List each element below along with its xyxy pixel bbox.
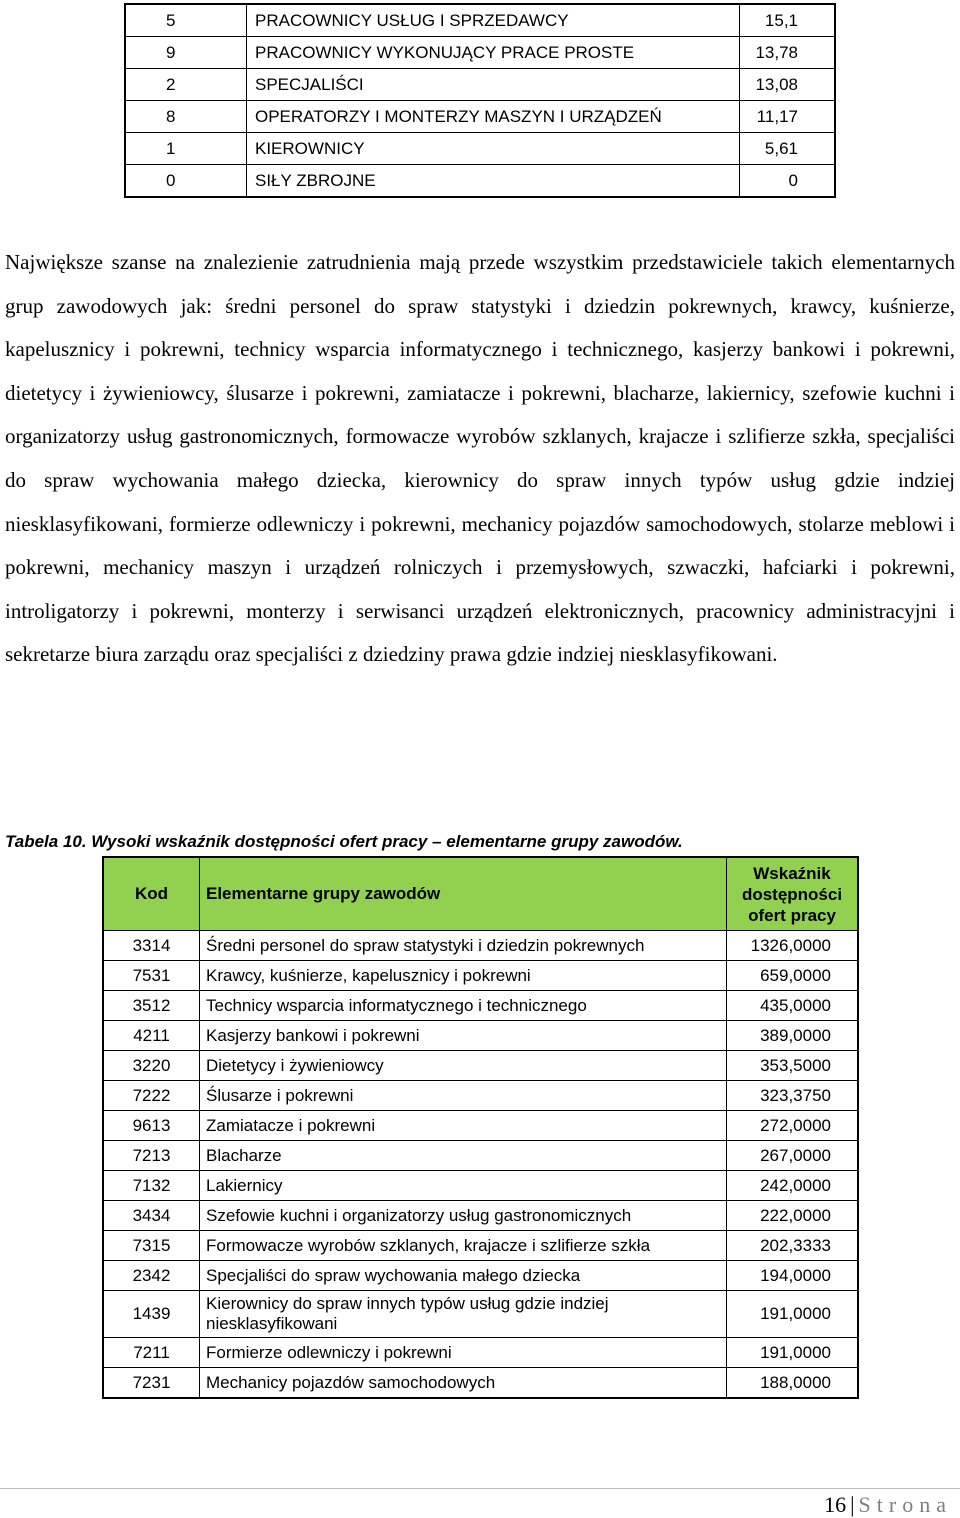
availability-index: 267,0000: [727, 1141, 859, 1171]
occupation-code: 3512: [103, 991, 200, 1021]
occupation-code: 3434: [103, 1201, 200, 1231]
group-value: 13,78: [740, 37, 836, 69]
group-number: 0: [125, 165, 247, 198]
table-row: [103, 991, 858, 1021]
group-number: 2: [125, 69, 247, 101]
page-number: 16: [824, 1492, 847, 1517]
occupation-name: Kasjerzy bankowi i pokrewni: [200, 1021, 727, 1051]
availability-index: 323,3750: [727, 1081, 859, 1111]
group-name: SPECJALIŚCI: [247, 69, 740, 101]
group-name: PRACOWNICY WYKONUJĄCY PRACE PROSTE: [247, 37, 740, 69]
availability-index: 435,0000: [727, 991, 859, 1021]
occupation-name: Blacharze: [200, 1141, 727, 1171]
header-value-line: Wskaźnik: [753, 863, 831, 883]
header-value-line: ofert pracy: [748, 905, 836, 925]
occupation-code: 1439: [103, 1291, 200, 1338]
availability-index: 202,3333: [727, 1231, 859, 1261]
occupation-code: 7213: [103, 1141, 200, 1171]
occupation-code: 7231: [103, 1368, 200, 1399]
occupation-name: Formowacze wyrobów szklanych, krajacze i szlifierze szkła: [200, 1231, 727, 1261]
table-row: [125, 37, 835, 69]
footer-separator: |: [850, 1492, 855, 1517]
availability-index: 222,0000: [727, 1201, 859, 1231]
occupation-code: 7132: [103, 1171, 200, 1201]
page-label: Strona: [858, 1492, 952, 1517]
header-occupation-name: Elementarne grupy zawodów: [200, 857, 727, 931]
occupation-code: 3220: [103, 1051, 200, 1081]
table-row: [103, 1231, 858, 1261]
group-name: SIŁY ZBROJNE: [247, 165, 740, 198]
table-row: [125, 69, 835, 101]
occupation-name: Dietetycy i żywieniowcy: [200, 1051, 727, 1081]
occupation-code: 7211: [103, 1338, 200, 1368]
table-caption: Tabela 10. Wysoki wskaźnik dostępności ofert pracy – elementarne grupy zawodów.: [5, 832, 683, 851]
group-name: OPERATORZY I MONTERZY MASZYN I URZĄDZEŃ: [247, 101, 740, 133]
table-row: [103, 1111, 858, 1141]
table-row: [103, 1201, 858, 1231]
table-row: [103, 1291, 858, 1338]
group-value: 13,08: [740, 69, 836, 101]
table-row: [103, 1051, 858, 1081]
occupation-name: Kierownicy do spraw innych typów usług gdzie indziej niesklasyfikowani: [200, 1291, 727, 1338]
table-row: [103, 1171, 858, 1201]
availability-index: 272,0000: [727, 1111, 859, 1141]
table-row: [103, 1261, 858, 1291]
availability-index: 194,0000: [727, 1261, 859, 1291]
occupation-name: Formierze odlewniczy i pokrewni: [200, 1338, 727, 1368]
group-number: 1: [125, 133, 247, 165]
occupation-code: 7531: [103, 961, 200, 991]
group-value: 11,17: [740, 101, 836, 133]
table-row: [103, 1338, 858, 1368]
table-row: [125, 165, 835, 198]
availability-index: 191,0000: [727, 1291, 859, 1338]
group-name: KIEROWNICY: [247, 133, 740, 165]
occupation-code: 9613: [103, 1111, 200, 1141]
occupation-name: Lakiernicy: [200, 1171, 727, 1201]
availability-index: 353,5000: [727, 1051, 859, 1081]
group-name: PRACOWNICY USŁUG I SPRZEDAWCY: [247, 4, 740, 37]
header-availability-index: [727, 857, 859, 931]
occupation-name: Mechanicy pojazdów samochodowych: [200, 1368, 727, 1399]
table-row: [103, 1081, 858, 1111]
occupation-code: 3314: [103, 931, 200, 961]
group-value: 0: [740, 165, 836, 198]
occupation-code: 7222: [103, 1081, 200, 1111]
table-row: [103, 1141, 858, 1171]
header-code: Kod: [103, 857, 200, 931]
group-value: 15,1: [740, 4, 836, 37]
page-footer: [824, 1492, 952, 1518]
group-number: 5: [125, 4, 247, 37]
footer-divider: [0, 1488, 960, 1489]
table-row: [125, 101, 835, 133]
occupation-group-table: [124, 3, 836, 198]
table-header-row: [103, 857, 858, 931]
group-number: 9: [125, 37, 247, 69]
occupation-code: 4211: [103, 1021, 200, 1051]
table-row: [103, 961, 858, 991]
occupation-name: Średni personel do spraw statystyki i dziedzin pokrewnych: [200, 931, 727, 961]
occupation-name: Technicy wsparcia informatycznego i technicznego: [200, 991, 727, 1021]
table-row: [103, 1021, 858, 1051]
availability-index: 659,0000: [727, 961, 859, 991]
occupation-name: Krawcy, kuśnierze, kapelusznicy i pokrewni: [200, 961, 727, 991]
table-row: [125, 133, 835, 165]
occupation-name: Szefowie kuchni i organizatorzy usług gastronomicznych: [200, 1201, 727, 1231]
availability-index: 389,0000: [727, 1021, 859, 1051]
group-number: 8: [125, 101, 247, 133]
availability-index-table: [102, 856, 859, 1399]
header-value-line: dostępności: [741, 884, 843, 904]
availability-index: 1326,0000: [727, 931, 859, 961]
occupation-name: Specjaliści do spraw wychowania małego dziecka: [200, 1261, 727, 1291]
availability-index: 242,0000: [727, 1171, 859, 1201]
availability-index: 188,0000: [727, 1368, 859, 1399]
table-row: [103, 1368, 858, 1399]
table-row: [103, 931, 858, 961]
table-row: [125, 4, 835, 37]
occupation-name: Ślusarze i pokrewni: [200, 1081, 727, 1111]
group-value: 5,61: [740, 133, 836, 165]
occupation-name: Zamiatacze i pokrewni: [200, 1111, 727, 1141]
occupation-code: 2342: [103, 1261, 200, 1291]
availability-index: 191,0000: [727, 1338, 859, 1368]
body-paragraph: Największe szanse na znalezienie zatrudnienia mają przede wszystkim przedstawiciele takich elementarnych grup zawodowych jak: średni personel do spraw statystyki i dziedzin pokrewnych, krawcy, kuśnierze, kapelusznicy i pokrewni, technicy wsparcia informatycznego i technicznego, kasjerzy bankowi i pokrewni, dietetycy i żywieniowcy, ślusarze i pokrewni, zamiatacze i pokrewni, blacharze, lakiernicy, szefowie kuchni i organizatorzy usług gastronomicznych, formowacze wyrobów szklanych, krajacze i szlifierze szkła, specjaliści do spraw wychowania małego dziecka, kierownicy do spraw innych typów usług gdzie indziej niesklasyfikowani, formierze odlewniczy i pokrewni, mechanicy pojazdów samochodowych, stolarze meblowi i pokrewni, mechanicy maszyn i urządzeń rolniczych i przemysłowych, szwaczki, hafciarki i pokrewni, introligatorzy i pokrewni, monterzy i serwisanci urządzeń elektronicznych, pracownicy administracyjni i sekretarze biura zarządu oraz specjaliści z dziedziny prawa gdzie indziej niesklasyfikowani.: [5, 250, 955, 667]
occupation-code: 7315: [103, 1231, 200, 1261]
